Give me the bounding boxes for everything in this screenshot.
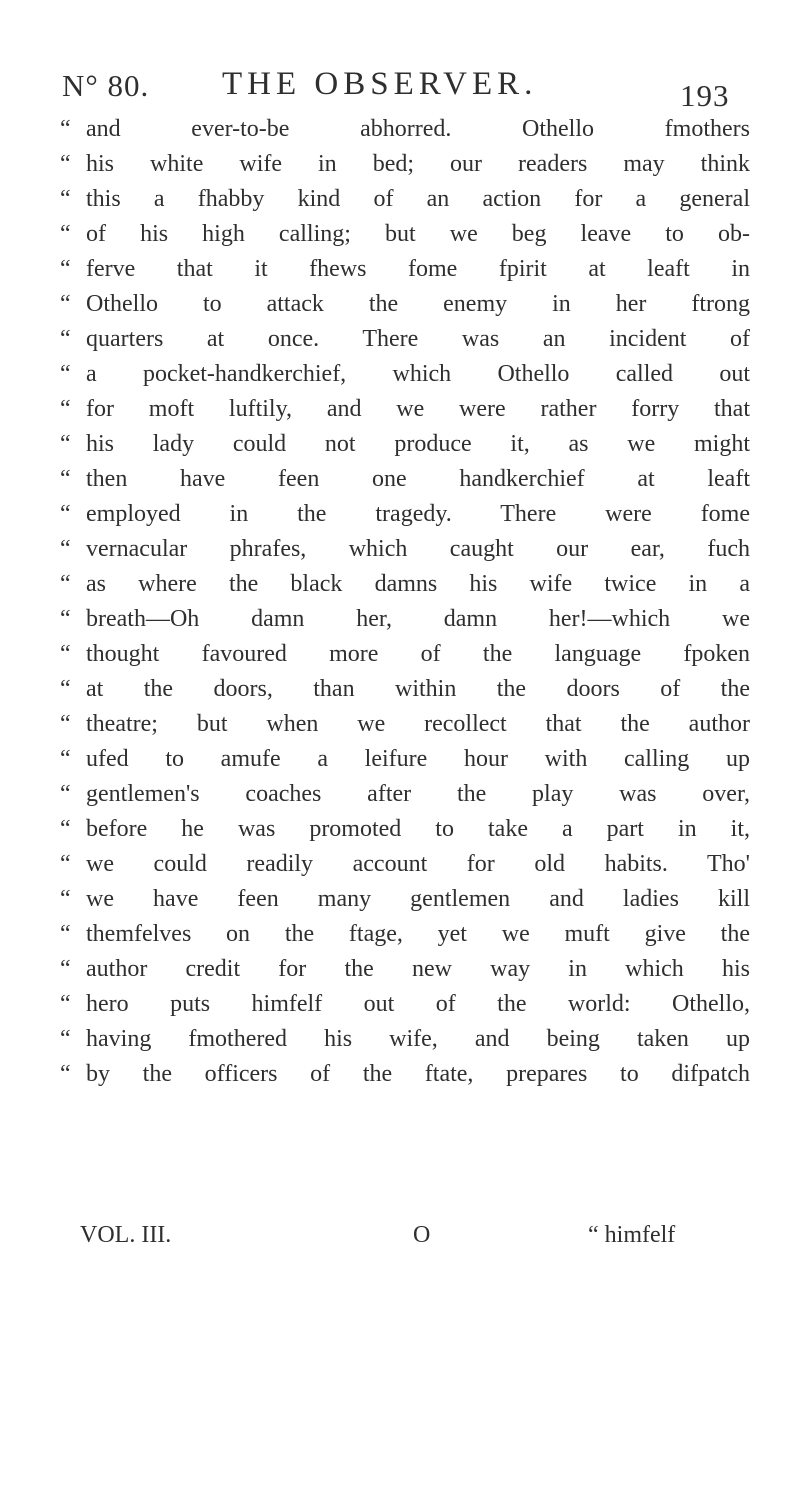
opening-quote-mark: “ bbox=[60, 501, 71, 527]
line-text: gentlemen's coaches after the play was over, bbox=[86, 781, 750, 807]
text-line bbox=[60, 532, 750, 567]
opening-quote-mark: “ bbox=[60, 151, 71, 177]
text-line bbox=[60, 847, 750, 882]
line-text: we could readily account for old habits. Tho' bbox=[86, 851, 750, 877]
line-text: ufed to amufe a leifure hour with calling up bbox=[86, 746, 750, 772]
line-text: his lady could not produce it, as we might bbox=[86, 431, 750, 457]
opening-quote-mark: “ bbox=[60, 746, 71, 772]
line-text: a pocket-handkerchief, which Othello called out bbox=[86, 361, 750, 387]
text-line bbox=[60, 182, 750, 217]
opening-quote-mark: “ bbox=[60, 116, 71, 142]
body-text bbox=[60, 112, 750, 1092]
text-line bbox=[60, 287, 750, 322]
line-text: having fmothered his wife, and being taken up bbox=[86, 1026, 750, 1052]
opening-quote-mark: “ bbox=[60, 361, 71, 387]
signature-mark: O bbox=[413, 1222, 431, 1248]
volume-mark: VOL. III. bbox=[80, 1222, 172, 1248]
line-text: themfelves on the ftage, yet we muft give the bbox=[86, 921, 750, 947]
line-text: at the doors, than within the doors of the bbox=[86, 676, 750, 702]
line-text: his white wife in bed; our readers may think bbox=[86, 151, 750, 177]
opening-quote-mark: “ bbox=[60, 221, 71, 247]
text-line bbox=[60, 252, 750, 287]
line-text: author credit for the new way in which his bbox=[86, 956, 750, 982]
opening-quote-mark: “ bbox=[60, 991, 71, 1017]
text-line bbox=[60, 462, 750, 497]
text-line bbox=[60, 1057, 750, 1092]
opening-quote-mark: “ bbox=[60, 606, 71, 632]
line-text: breath—Oh damn her, damn her!—which we bbox=[86, 606, 750, 632]
opening-quote-mark: “ bbox=[60, 291, 71, 317]
line-text: vernacular phrafes, which caught our ear, fuch bbox=[86, 536, 750, 562]
text-line bbox=[60, 427, 750, 462]
text-line bbox=[60, 1022, 750, 1057]
catchword: “ himfelf bbox=[588, 1222, 676, 1248]
running-title: THE OBSERVER. bbox=[222, 66, 538, 102]
line-text: of his high calling; but we beg leave to ob- bbox=[86, 221, 750, 247]
text-line bbox=[60, 707, 750, 742]
text-line bbox=[60, 112, 750, 147]
line-text: ferve that it fhews fome fpirit at leaft in bbox=[86, 256, 750, 282]
text-line bbox=[60, 917, 750, 952]
text-line bbox=[60, 672, 750, 707]
text-line bbox=[60, 602, 750, 637]
line-text: before he was promoted to take a part in it, bbox=[86, 816, 750, 842]
line-text: theatre; but when we recollect that the author bbox=[86, 711, 750, 737]
text-line bbox=[60, 987, 750, 1022]
opening-quote-mark: “ bbox=[60, 431, 71, 457]
opening-quote-mark: “ bbox=[60, 886, 71, 912]
text-line bbox=[60, 147, 750, 182]
page-footer bbox=[80, 1222, 750, 1262]
issue-number: N° 80. bbox=[62, 68, 150, 103]
opening-quote-mark: “ bbox=[60, 956, 71, 982]
text-line bbox=[60, 952, 750, 987]
opening-quote-mark: “ bbox=[60, 466, 71, 492]
opening-quote-mark: “ bbox=[60, 326, 71, 352]
opening-quote-mark: “ bbox=[60, 781, 71, 807]
text-line bbox=[60, 777, 750, 812]
text-line bbox=[60, 567, 750, 602]
line-text: thought favoured more of the language fpoken bbox=[86, 641, 750, 667]
opening-quote-mark: “ bbox=[60, 396, 71, 422]
line-text: hero puts himfelf out of the world: Othello, bbox=[86, 991, 750, 1017]
line-text: employed in the tragedy. There were fome bbox=[86, 501, 750, 527]
line-text: Othello to attack the enemy in her ftrong bbox=[86, 291, 750, 317]
page-number: 193 bbox=[680, 78, 730, 113]
line-text: we have feen many gentlemen and ladies kill bbox=[86, 886, 750, 912]
line-text: and ever-to-be abhorred. Othello fmothers bbox=[86, 116, 750, 142]
opening-quote-mark: “ bbox=[60, 641, 71, 667]
line-text: this a fhabby kind of an action for a general bbox=[86, 186, 750, 212]
opening-quote-mark: “ bbox=[60, 711, 71, 737]
text-line bbox=[60, 357, 750, 392]
opening-quote-mark: “ bbox=[60, 816, 71, 842]
opening-quote-mark: “ bbox=[60, 536, 71, 562]
text-line bbox=[60, 812, 750, 847]
opening-quote-mark: “ bbox=[60, 676, 71, 702]
opening-quote-mark: “ bbox=[60, 186, 71, 212]
text-line bbox=[60, 217, 750, 252]
text-line bbox=[60, 637, 750, 672]
opening-quote-mark: “ bbox=[60, 571, 71, 597]
line-text: then have feen one handkerchief at leaft bbox=[86, 466, 750, 492]
line-text: for moft luftily, and we were rather forry that bbox=[86, 396, 750, 422]
opening-quote-mark: “ bbox=[60, 921, 71, 947]
text-line bbox=[60, 392, 750, 427]
line-text: quarters at once. There was an incident of bbox=[86, 326, 750, 352]
text-line bbox=[60, 882, 750, 917]
opening-quote-mark: “ bbox=[60, 1026, 71, 1052]
opening-quote-mark: “ bbox=[60, 851, 71, 877]
text-line bbox=[60, 322, 750, 357]
opening-quote-mark: “ bbox=[60, 256, 71, 282]
text-line bbox=[60, 497, 750, 532]
running-header bbox=[62, 60, 742, 113]
opening-quote-mark: “ bbox=[60, 1061, 71, 1087]
text-line bbox=[60, 742, 750, 777]
line-text: by the officers of the ftate, prepares to difpatch bbox=[86, 1061, 750, 1087]
line-text: as where the black damns his wife twice in a bbox=[86, 571, 750, 597]
